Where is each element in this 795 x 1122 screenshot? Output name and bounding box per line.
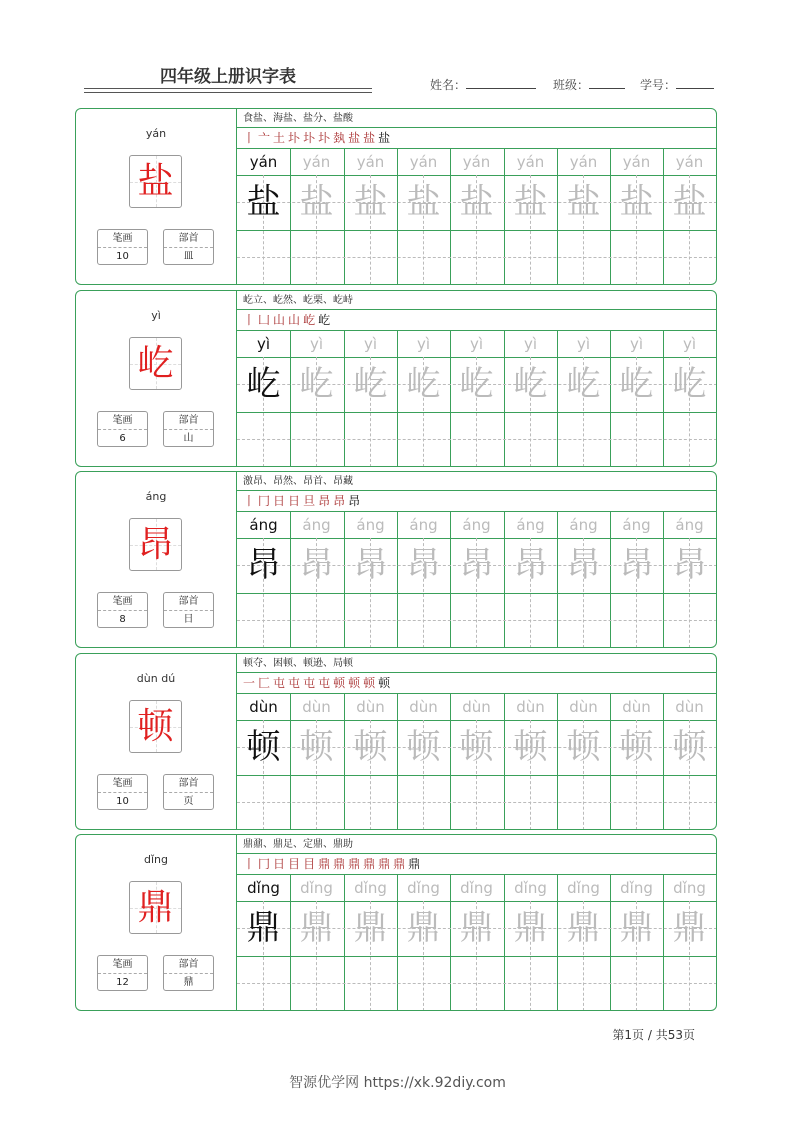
stroke-step: 屹	[318, 313, 331, 327]
stroke-step: 日	[273, 857, 286, 871]
pinyin-trace-cell[interactable]: dǐng	[300, 879, 333, 897]
class-field[interactable]	[553, 76, 625, 93]
character-trace-cell[interactable]: 屹	[619, 364, 654, 404]
radical-value: 日	[183, 614, 194, 625]
radical-value: 皿	[183, 251, 194, 262]
character-trace-cell[interactable]: 昂	[406, 545, 441, 585]
character-trace-cell[interactable]: 盐	[513, 182, 548, 222]
stroke-count-label: 笔画	[98, 593, 147, 611]
stroke-step: 屯	[273, 676, 286, 690]
pinyin-trace-cell[interactable]: yì	[576, 335, 591, 353]
pinyin-label: áng	[145, 490, 167, 503]
model-character: 屹	[137, 343, 174, 384]
character-trace-cell[interactable]: 顿	[513, 727, 548, 767]
stroke-step: 亠	[258, 131, 271, 145]
pinyin-trace-cell[interactable]: áng	[675, 516, 704, 534]
stroke-step: 顿	[363, 676, 376, 690]
example-words: 激昂、昂然、昂首、昂藏	[237, 472, 716, 491]
model-character: 昂	[137, 524, 174, 565]
character-trace-cell[interactable]: 顿	[353, 727, 388, 767]
pinyin-label: yì	[151, 309, 161, 322]
stroke-order-row	[237, 128, 716, 149]
radical-box	[163, 955, 214, 991]
pinyin-trace-cell[interactable]: yán	[409, 153, 438, 171]
pinyin-trace-cell[interactable]: yán	[462, 153, 491, 171]
character-trace-cell[interactable]: 屹	[672, 364, 707, 404]
pinyin-trace-cell[interactable]: yán	[622, 153, 651, 171]
character-block	[75, 471, 717, 648]
radical-box	[163, 592, 214, 628]
stroke-step: 匚	[258, 676, 271, 690]
pinyin-trace-cell[interactable]: áng	[462, 516, 491, 534]
character-trace-cell[interactable]: 鼎	[353, 908, 388, 948]
pinyin-trace-cell[interactable]: dùn	[409, 698, 438, 716]
stroke-step: 顿	[348, 676, 361, 690]
stroke-step: 盐	[378, 131, 391, 145]
example-words: 顿夺、困顿、顿逊、局顿	[237, 654, 716, 673]
pinyin-trace-cell[interactable]: dǐng	[673, 879, 706, 897]
radical-box	[163, 411, 214, 447]
stroke-order-row	[237, 854, 716, 875]
title-underline	[84, 88, 372, 89]
radical-value: 鼎	[183, 977, 194, 988]
pinyin-trace-cell[interactable]: dùn	[622, 698, 651, 716]
stroke-count-box	[97, 592, 148, 628]
pinyin-trace-cell[interactable]: dùn	[249, 698, 278, 716]
pinyin-trace-cell[interactable]: áng	[302, 516, 331, 534]
character-trace-cell[interactable]: 顿	[246, 727, 281, 767]
stroke-count-label: 笔画	[98, 775, 147, 793]
pinyin-trace-cell[interactable]: dǐng	[407, 879, 440, 897]
character-trace-cell[interactable]: 昂	[513, 545, 548, 585]
stroke-step: 一	[243, 676, 256, 690]
pinyin-trace-cell[interactable]: dǐng	[460, 879, 493, 897]
pinyin-trace-cell[interactable]: yì	[363, 335, 378, 353]
pinyin-trace-cell[interactable]: yì	[309, 335, 324, 353]
pinyin-trace-cell[interactable]: dùn	[516, 698, 545, 716]
stroke-step: 顿	[333, 676, 346, 690]
stroke-step: 目	[303, 857, 316, 871]
pinyin-trace-cell[interactable]: yán	[302, 153, 331, 171]
footer-watermark: 智源优学网 https://xk.92diy.com	[289, 1075, 506, 1091]
character-trace-cell[interactable]: 屹	[459, 364, 494, 404]
stroke-step: 鼎	[393, 857, 406, 871]
radical-label: 部首	[164, 230, 213, 248]
character-block	[75, 834, 717, 1011]
model-character: 盐	[137, 161, 174, 202]
radical-label: 部首	[164, 775, 213, 793]
character-model-box	[129, 155, 182, 208]
pinyin-trace-cell[interactable]: yì	[256, 335, 271, 353]
character-trace-cell[interactable]: 屹	[513, 364, 548, 404]
stroke-count-value: 12	[116, 977, 129, 988]
pinyin-trace-cell[interactable]: áng	[409, 516, 438, 534]
name-field[interactable]	[430, 76, 536, 93]
pinyin-trace-cell[interactable]: dùn	[462, 698, 491, 716]
stroke-order-row	[237, 310, 716, 331]
radical-value: 页	[183, 796, 194, 807]
character-info-panel	[76, 109, 237, 284]
character-block	[75, 108, 717, 285]
pinyin-label: yán	[145, 127, 167, 140]
stroke-step: 冂	[258, 857, 271, 871]
stroke-count-value: 10	[116, 251, 129, 262]
character-trace-cell[interactable]: 鼎	[619, 908, 654, 948]
stroke-count-value: 10	[116, 796, 129, 807]
pinyin-trace-cell[interactable]: áng	[622, 516, 651, 534]
pinyin-trace-cell[interactable]: yì	[523, 335, 538, 353]
character-trace-cell[interactable]: 鼎	[246, 908, 281, 948]
stroke-step: 屹	[303, 313, 316, 327]
character-trace-cell[interactable]: 屹	[406, 364, 441, 404]
pinyin-trace-cell[interactable]: dǐng	[567, 879, 600, 897]
stroke-count-box	[97, 411, 148, 447]
character-trace-cell[interactable]: 屹	[246, 364, 281, 404]
stroke-order-row	[237, 673, 716, 694]
stroke-step: 盐	[363, 131, 376, 145]
stroke-count-value: 8	[119, 614, 126, 625]
stroke-step: 冂	[258, 494, 271, 508]
pinyin-trace-cell[interactable]: áng	[356, 516, 385, 534]
stroke-order-row	[237, 491, 716, 512]
name-label: 姓名：	[430, 78, 467, 92]
character-info-panel	[76, 835, 237, 1010]
character-trace-cell[interactable]: 昂	[459, 545, 494, 585]
character-trace-cell[interactable]: 屹	[353, 364, 388, 404]
pinyin-trace-cell[interactable]: dǐng	[514, 879, 547, 897]
stroke-step: 鼎	[378, 857, 391, 871]
example-words: 屹立、屹然、屹栗、屹峙	[237, 291, 716, 310]
model-character: 鼎	[137, 887, 174, 928]
pinyin-trace-cell[interactable]: yì	[682, 335, 697, 353]
stroke-step: 圤	[318, 131, 331, 145]
stroke-step: 昂	[318, 494, 331, 508]
stroke-step: 丨	[243, 857, 256, 871]
stroke-step: 昂	[348, 494, 361, 508]
character-trace-cell[interactable]: 盐	[459, 182, 494, 222]
stroke-step: 圤	[303, 131, 316, 145]
model-character: 顿	[137, 706, 174, 747]
stroke-step: 鼎	[348, 857, 361, 871]
pinyin-trace-cell[interactable]: yì	[416, 335, 431, 353]
character-trace-cell[interactable]: 鼎	[566, 908, 601, 948]
character-trace-cell[interactable]: 鼎	[406, 908, 441, 948]
radical-label: 部首	[164, 593, 213, 611]
stroke-count-value: 6	[119, 433, 126, 444]
pinyin-label: dǐng	[144, 853, 168, 866]
pinyin-trace-cell[interactable]: dǐng	[354, 879, 387, 897]
character-trace-cell[interactable]: 顿	[619, 727, 654, 767]
character-trace-cell[interactable]: 顿	[406, 727, 441, 767]
example-words: 食盐、海盐、盐分、盐酸	[237, 109, 716, 128]
stroke-step: 盐	[348, 131, 361, 145]
stroke-step: 鼎	[408, 857, 421, 871]
stroke-step: 日	[273, 494, 286, 508]
title-underline	[84, 92, 372, 93]
stroke-count-box	[97, 955, 148, 991]
stroke-step: 丨	[243, 313, 256, 327]
pinyin-trace-cell[interactable]: yán	[249, 153, 278, 171]
pinyin-trace-cell[interactable]: áng	[249, 516, 278, 534]
character-trace-cell[interactable]: 顿	[566, 727, 601, 767]
stroke-step: 圤	[288, 131, 301, 145]
pinyin-trace-cell[interactable]: dùn	[569, 698, 598, 716]
character-block	[75, 290, 717, 467]
stroke-step: 埶	[333, 131, 346, 145]
character-trace-cell[interactable]: 顿	[299, 727, 334, 767]
character-trace-cell[interactable]: 顿	[672, 727, 707, 767]
stroke-step: 日	[288, 494, 301, 508]
character-block	[75, 653, 717, 830]
stroke-step: 鼎	[363, 857, 376, 871]
character-trace-cell[interactable]: 昂	[672, 545, 707, 585]
character-trace-cell[interactable]: 盐	[406, 182, 441, 222]
stroke-step: 凵	[258, 313, 271, 327]
character-model-box	[129, 881, 182, 934]
stroke-count-label: 笔画	[98, 230, 147, 248]
stroke-step: 丨	[243, 131, 256, 145]
pinyin-trace-cell[interactable]: dùn	[356, 698, 385, 716]
character-model-box	[129, 337, 182, 390]
pinyin-trace-cell[interactable]: yì	[629, 335, 644, 353]
radical-value: 山	[183, 433, 194, 444]
pinyin-trace-cell[interactable]: dùn	[675, 698, 704, 716]
character-info-panel	[76, 291, 237, 466]
stroke-count-label: 笔画	[98, 956, 147, 974]
stroke-step: 丨	[243, 494, 256, 508]
character-trace-cell[interactable]: 鼎	[513, 908, 548, 948]
practice-grid[interactable]	[237, 694, 717, 830]
character-trace-cell[interactable]: 盐	[566, 182, 601, 222]
stroke-step: 昂	[333, 494, 346, 508]
page-number: 第1页 / 共53页	[612, 1028, 695, 1042]
stroke-step: 鼎	[318, 857, 331, 871]
character-trace-cell[interactable]: 盐	[672, 182, 707, 222]
character-trace-cell[interactable]: 盐	[246, 182, 281, 222]
character-trace-cell[interactable]: 屹	[299, 364, 334, 404]
stroke-step: 山	[288, 313, 301, 327]
character-model-box	[129, 518, 182, 571]
pinyin-trace-cell[interactable]: dǐng	[247, 879, 280, 897]
stroke-step: 土	[273, 131, 286, 145]
pinyin-label: dùn dú	[136, 672, 176, 685]
pinyin-trace-cell[interactable]: áng	[569, 516, 598, 534]
practice-grid[interactable]	[237, 512, 717, 648]
character-trace-cell[interactable]: 昂	[619, 545, 654, 585]
stroke-step: 旦	[303, 494, 316, 508]
pinyin-trace-cell[interactable]: áng	[516, 516, 545, 534]
stroke-count-box	[97, 229, 148, 265]
practice-grid[interactable]	[237, 331, 717, 467]
number-field[interactable]	[640, 76, 714, 93]
character-info-panel	[76, 654, 237, 829]
radical-box	[163, 229, 214, 265]
character-trace-cell[interactable]: 昂	[353, 545, 388, 585]
pinyin-trace-cell[interactable]: yán	[356, 153, 385, 171]
number-label: 学号：	[640, 78, 677, 92]
pinyin-trace-cell[interactable]: dǐng	[620, 879, 653, 897]
practice-grid[interactable]	[237, 149, 717, 285]
character-trace-cell[interactable]: 昂	[299, 545, 334, 585]
pinyin-trace-cell[interactable]: yán	[516, 153, 545, 171]
radical-label: 部首	[164, 956, 213, 974]
pinyin-trace-cell[interactable]: yì	[469, 335, 484, 353]
stroke-step: 鼎	[333, 857, 346, 871]
stroke-step: 顿	[378, 676, 391, 690]
practice-grid[interactable]	[237, 875, 717, 1011]
character-trace-cell[interactable]: 盐	[619, 182, 654, 222]
character-trace-cell[interactable]: 盐	[299, 182, 334, 222]
character-info-panel	[76, 472, 237, 647]
pinyin-trace-cell[interactable]: yán	[675, 153, 704, 171]
class-label: 班级：	[553, 78, 590, 92]
stroke-step: 屯	[318, 676, 331, 690]
character-trace-cell[interactable]: 屹	[566, 364, 601, 404]
character-trace-cell[interactable]: 鼎	[299, 908, 334, 948]
worksheet-title: 四年级上册识字表	[160, 67, 296, 87]
pinyin-trace-cell[interactable]: dùn	[302, 698, 331, 716]
radical-box	[163, 774, 214, 810]
character-trace-cell[interactable]: 鼎	[459, 908, 494, 948]
character-trace-cell[interactable]: 顿	[459, 727, 494, 767]
stroke-step: 山	[273, 313, 286, 327]
character-model-box	[129, 700, 182, 753]
character-trace-cell[interactable]: 昂	[246, 545, 281, 585]
character-trace-cell[interactable]: 昂	[566, 545, 601, 585]
stroke-step: 屯	[303, 676, 316, 690]
stroke-count-label: 笔画	[98, 412, 147, 430]
stroke-count-box	[97, 774, 148, 810]
stroke-step: 屯	[288, 676, 301, 690]
character-trace-cell[interactable]: 盐	[353, 182, 388, 222]
stroke-step: 目	[288, 857, 301, 871]
character-trace-cell[interactable]: 鼎	[672, 908, 707, 948]
pinyin-trace-cell[interactable]: yán	[569, 153, 598, 171]
radical-label: 部首	[164, 412, 213, 430]
example-words: 鼎鼐、鼎足、定鼎、鼎助	[237, 835, 716, 854]
